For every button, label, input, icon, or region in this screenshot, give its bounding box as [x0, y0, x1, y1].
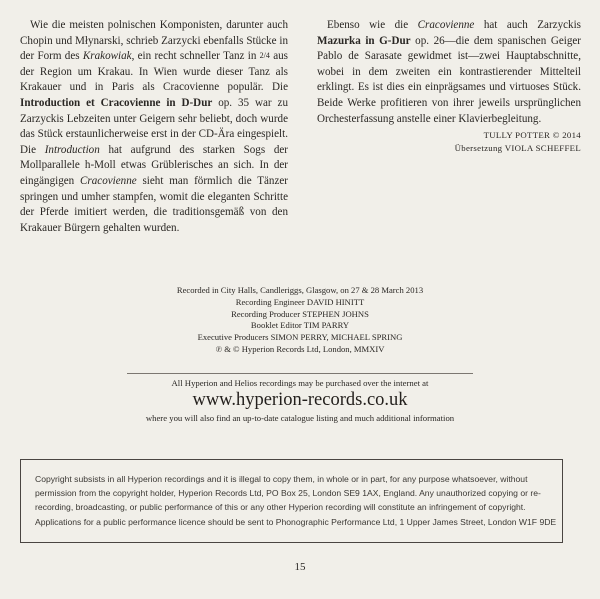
author-credit: TULLY POTTER © 2014 [483, 130, 581, 141]
work-title-introduction: Introduction et Cracovienne in D-Dur [20, 96, 213, 109]
recording-credits [100, 285, 500, 356]
divider-rule [127, 373, 473, 374]
website-block [100, 377, 500, 424]
credit-line: Recording Producer STEPHEN JOHNS [231, 308, 369, 319]
credit-line: ℗ & © Hyperion Records Ltd, London, MMXIV [215, 343, 385, 354]
page-number: 15 [294, 561, 306, 573]
credit-line: Recorded in City Halls, Candleriggs, Glasgow, on 27 & 28 March 2013 [176, 285, 424, 295]
translator-credit: Übersetzung VIOLA SCHEFFEL [454, 142, 581, 153]
credit-line: Booklet Editor TIM PARRY [250, 320, 350, 331]
left-column-text [20, 18, 288, 236]
website-outro: where you will also find an up-to-date catalogue listing and much additional information [145, 413, 455, 423]
credit-line: Executive Producers SIMON PERRY, MICHAEL SPRING [197, 332, 403, 343]
copyright-notice: Copyright subsists in all Hyperion recordings and it is illegal to copy them, in whole or in part, for any purpose whatsoever, without permission from the copyright holder, Hyperion Records Ltd, PO Box 25, London SE9 1AX, England. Any unauthorized copying or re-recording, broadcasting, or public performance of this or any other Hyperion recording will constitute an infringement of copyright. Applications for a public performance licence should be sent to Phonographic Performance Ltd, 1 Upper James Street, London W1F 9DE [35, 474, 557, 527]
website-url[interactable]: www.hyperion-records.co.uk [192, 390, 408, 410]
work-title-mazurka: Mazurka in G-Dur [317, 34, 411, 47]
credit-line: Recording Engineer DAVID HINITT [235, 296, 365, 307]
right-column-text [317, 18, 581, 154]
krakowiak-term: Krakowiak [82, 50, 132, 63]
copyright-notice-box [20, 459, 563, 543]
left-paragraph: Wie die meisten polnischen Komponisten, darunter auch Chopin und Młynarski, schrieb Zarzycki ebenfalls Stücke in der Form des Krakowiak, ein recht schneller Tanz in 2/4 aus der Region um Krakau. In Wien wurde dieser Tanz als Krakauer und in Paris als Cracovienne populär. Die Introduction et Cracovienne in D-Dur op. 35 war zu Zarzyckis Lebzeiten unter Geigern sehr beliebt, doch wurde das Stück erstaunlicherweise erst in der CD-Ära eingespielt. Die Introduction hat aufgrund des starken Sogs der Mollparallele h-Moll etwas Grüblerisches an sich. In der eingängigen Cracovienne sieht man förmlich die Tänzer springen und umher stampfen, womit die eleganten Schritte der Pferde imitiert werden, die traditionsgemäß von den Krakauer Bürgern gehalten wurden. [20, 19, 288, 234]
time-signature: 2/4 [259, 51, 270, 61]
right-paragraph: Ebenso wie die Cracovienne hat auch Zarzyckis Mazurka in G-Dur op. 26—die dem spanischen Geiger Pablo de Sarasate gewidmet ist—zwei Hauptabschnitte, wobei in dem zweiten ein kontrastierender Mittelteil erklingt. Es ist dies ein einprägsames und virtuoses Stück. Beide Werke profitieren von ihrer jeweils ursprünglichen Orchesterfassung anstelle einer Klavierbegleitung. [317, 19, 581, 125]
website-intro: All Hyperion and Helios recordings may be purchased over the internet at [171, 378, 429, 388]
